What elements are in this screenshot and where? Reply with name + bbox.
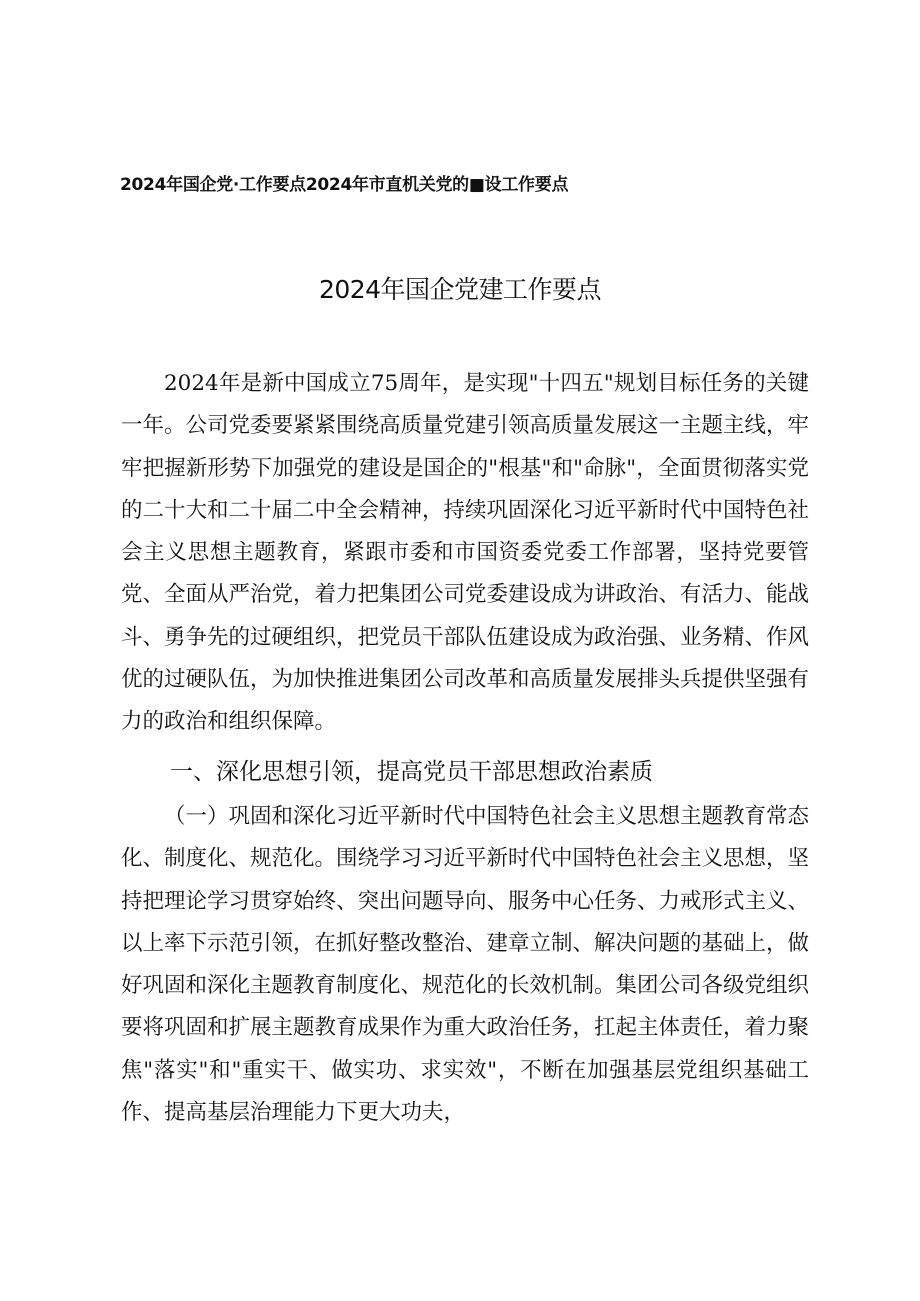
subsection-paragraph: （一）巩固和深化习近平新时代中国特色社会主义思想主题教育常态化、制度化、规范化。围绕学习习近平新时代中国特色社会主义思想，坚持把理论学习贯穿始终、突出问题导向、服务中心任务、力戒形式主义、以上率下示范引领，在抓好整改整治、建章立制、解决问题的基础上，做好巩固和深化主题教育制度化、规范化的长效机制。集团公司各级党组织要将巩固和扩展主题教育成果作为重大政治任务，扛起主体责任，着力聚焦"落实"和"重实干、做实功、求实效"，不断在加强基层党组织基础工作、提高基层治理能力下更大功夫， xyxy=(121,804,810,1126)
section-heading: 一、深化思想引领，提高党员干部思想政治素质 xyxy=(170,759,653,785)
document-title: 2024年国企党建工作要点 xyxy=(318,275,602,304)
document-header-line: 2024年国企党·工作要点2024年市直机关党的■设工作要点 xyxy=(120,175,569,195)
intro-paragraph: 2024年是新中国成立75周年，是实现"十四五"规划目标任务的关键一年。公司党委要紧紧围绕高质量党建引领高质量发展这一主题主线，牢牢把握新形势下加强党的建设是国企的"根基"和"命脉"，全面贯彻落实党的二十大和二十届二中全会精神，持续巩固深化习近平新时代中国特色社会主义思想主题教育，紧跟市委和市国资委党委工作部署，坚持党要管党、全面从严治党，着力把集团公司党委建设成为讲政治、有活力、能战斗、勇争先的过硬组织，把党员干部队伍建设成为政治强、业务精、作风优的过硬队伍，为加快推进集团公司改革和高质量发展排头兵提供坚强有力的政治和组织保障。 xyxy=(121,371,810,735)
